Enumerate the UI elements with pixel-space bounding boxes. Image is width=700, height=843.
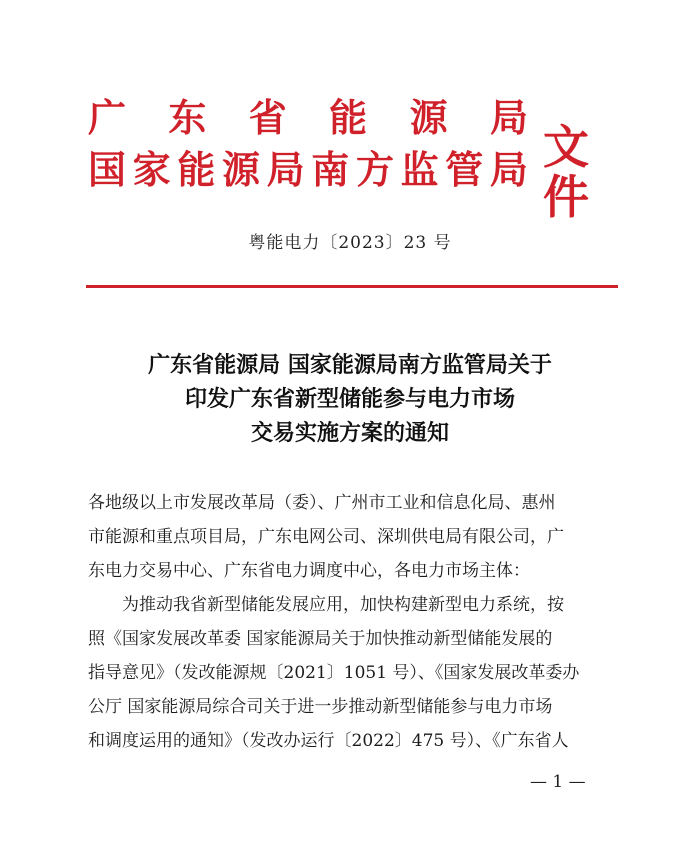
body-line: 照《国家发展改革委 国家能源局关于加快推动新型储能发展的 [88,629,553,649]
issuer-char: 广 [88,95,127,140]
page-number: — 1 — [530,772,586,792]
issuer-char: 东 [168,95,207,140]
body-line: 指导意见》（发改能源规〔2021〕1051 号）、《国家发展改革委办 [88,663,580,683]
body-line: 各地级以上市发展改革局（委）、广州市工业和信息化局、惠州 [88,493,556,513]
red-divider-line [86,285,618,288]
issuer-char: 局 [489,95,528,140]
document-title [0,348,700,450]
issuer-char: 管 [445,147,484,192]
issuer-char: 能 [329,95,368,140]
issuer-char: 源 [221,147,260,192]
body-line: 和调度运用的通知》（发改办运行〔2022〕475 号）、《广东省人 [88,731,569,751]
red-header [88,95,628,224]
title-line: 广东省能源局 国家能源局南方监管局关于 [148,352,552,378]
issuer-line-2 [88,147,528,192]
issuer-char: 南 [311,147,350,192]
issuer-char: 能 [177,147,216,192]
issuer-line-1 [88,95,528,140]
body-line: 为推动我省新型储能发展应用，加快构建新型电力系统，按 [88,595,564,615]
document-body [88,486,620,758]
body-line: 公厅 国家能源局综合司关于进一步推动新型储能参与电力市场 [88,697,553,717]
title-line: 印发广东省新型储能参与电力市场 [184,386,515,412]
document-number: 粤能电力〔2023〕23 号 [248,233,452,253]
issuer-char: 省 [248,95,287,140]
issuer-char: 局 [489,147,528,192]
body-line: 市能源和重点项目局，广东电网公司、深圳供电局有限公司，广 [88,527,564,547]
issuer-char: 方 [355,147,394,192]
document-type-label: 文件 [543,120,591,224]
issuer-char: 监 [400,147,439,192]
issuer-char: 国 [88,147,127,192]
title-line: 交易实施方案的通知 [250,420,449,446]
issuer-char: 家 [132,147,171,192]
body-line: 东电力交易中心、广东省电力调度中心，各电力市场主体： [88,561,530,581]
issuer-char: 局 [266,147,305,192]
issuer-char: 源 [409,95,448,140]
